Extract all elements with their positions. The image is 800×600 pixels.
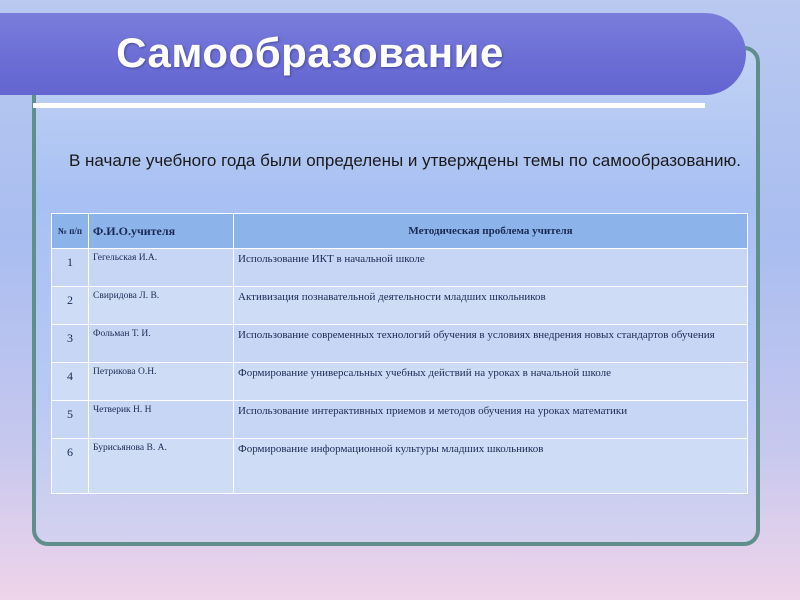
row-problem: Формирование информационной культуры младших школьников xyxy=(234,439,748,494)
header-problem: Методическая проблема учителя xyxy=(234,214,748,249)
row-num: 1 xyxy=(52,249,89,287)
table-row xyxy=(52,363,748,401)
row-name: Петрикова О.Н. xyxy=(89,363,234,401)
row-num: 3 xyxy=(52,325,89,363)
table-row xyxy=(52,249,748,287)
table-header-row xyxy=(52,214,748,249)
row-problem: Использование интерактивных приемов и методов обучения на уроках математики xyxy=(234,401,748,439)
row-problem: Использование современных технологий обучения в условиях внедрения новых стандартов обучения xyxy=(234,325,748,363)
title-bar xyxy=(0,13,746,95)
table-row xyxy=(52,287,748,325)
row-name: Фольман Т. И. xyxy=(89,325,234,363)
row-num: 5 xyxy=(52,401,89,439)
row-problem: Активизация познавательной деятельности младших школьников xyxy=(234,287,748,325)
row-problem: Использование ИКТ в начальной школе xyxy=(234,249,748,287)
teachers-table xyxy=(51,213,748,494)
row-name: Свиридова Л. В. xyxy=(89,287,234,325)
row-problem: Формирование универсальных учебных действий на уроках в начальной школе xyxy=(234,363,748,401)
table-row xyxy=(52,401,748,439)
slide-title: Самообразование xyxy=(116,29,504,76)
row-num: 6 xyxy=(52,439,89,494)
row-name: Четверик Н. Н xyxy=(89,401,234,439)
row-num: 4 xyxy=(52,363,89,401)
header-num: № п/п xyxy=(52,214,89,249)
row-name: Бурисьянова В. А. xyxy=(89,439,234,494)
header-name: Ф.И.О.учителя xyxy=(89,214,234,249)
row-name: Гегельская И.А. xyxy=(89,249,234,287)
title-underline xyxy=(33,103,705,108)
row-num: 2 xyxy=(52,287,89,325)
table-row xyxy=(52,439,748,494)
table-row xyxy=(52,325,748,363)
intro-text: В начале учебного года были определены и утверждены темы по самообразованию. xyxy=(68,151,742,170)
